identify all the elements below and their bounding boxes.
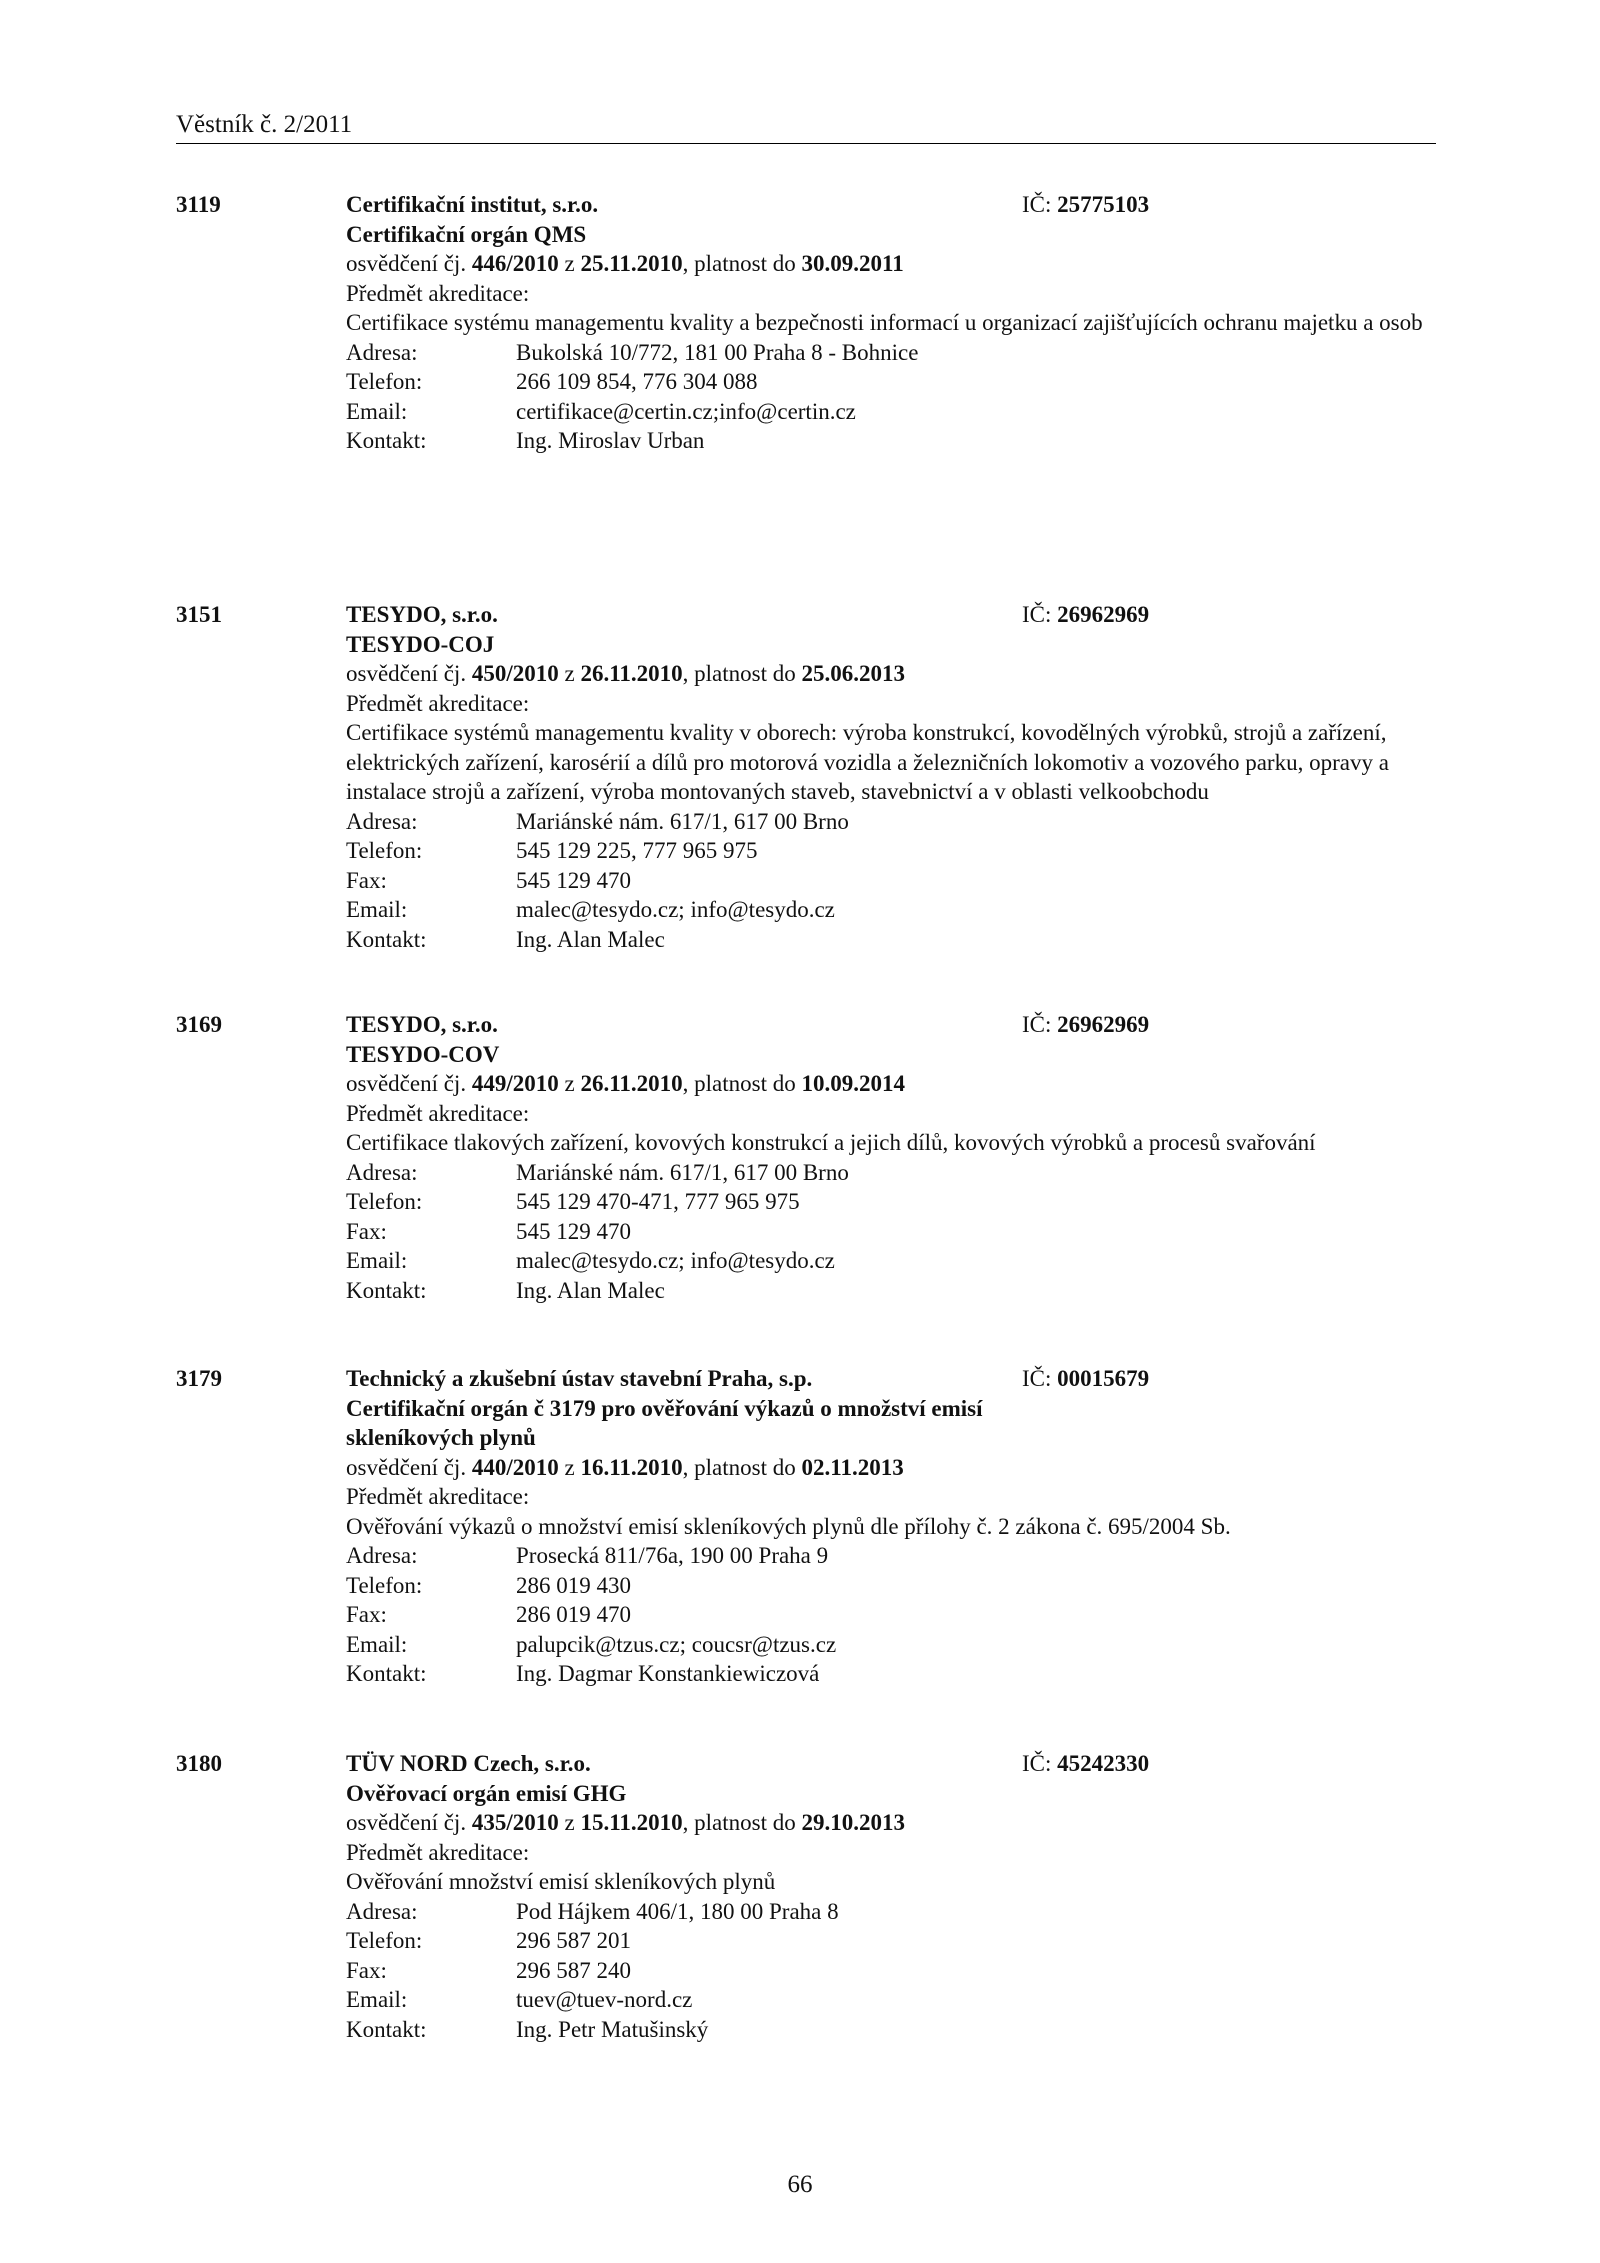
cert-label: osvědčení čj. — [346, 251, 467, 276]
field-value: 296 587 240 — [516, 1957, 631, 1983]
field-label: Telefon: — [346, 1189, 423, 1214]
date-from-label: z — [564, 661, 575, 686]
valid-to: 25.06.2013 — [801, 661, 906, 686]
cert-number: 450/2010 — [471, 661, 559, 686]
field-row — [346, 1158, 1436, 1188]
field-label: Fax: — [346, 1602, 387, 1627]
org-row — [346, 1749, 1436, 1779]
field-row — [346, 338, 1436, 368]
field-row — [346, 1956, 1436, 1986]
field-row — [346, 1571, 1436, 1601]
date-from-label: z — [564, 1071, 575, 1096]
field-value: Mariánské nám. 617/1, 617 00 Brno — [516, 808, 849, 834]
org-unit: Ověřovací orgán emisí GHG — [346, 1780, 627, 1806]
ico-value: 26962969 — [1057, 1012, 1150, 1037]
field-label: Kontakt: — [346, 2016, 427, 2042]
field-value: Ing. Miroslav Urban — [516, 428, 705, 453]
valid-label: , platnost do — [682, 1810, 796, 1835]
date-from: 16.11.2010 — [580, 1454, 683, 1480]
field-row — [346, 866, 1436, 896]
field-row — [346, 2015, 1436, 2045]
field-value: 545 129 225, 777 965 975 — [516, 838, 758, 863]
field-label: Telefon: — [346, 838, 423, 863]
subject-label: Předmět akreditace: — [346, 1484, 530, 1509]
valid-label: , platnost do — [682, 1454, 796, 1480]
field-value: palupcik@tzus.cz; coucsr@tzus.cz — [516, 1631, 837, 1657]
date-from: 26.11.2010 — [580, 1071, 683, 1096]
entry-number: 3180 — [176, 1751, 222, 1776]
date-from: 15.11.2010 — [580, 1810, 683, 1835]
entry — [176, 1010, 1436, 1364]
date-from: 25.11.2010 — [580, 251, 683, 276]
field-row — [346, 1187, 1436, 1217]
cert-label: osvědčení čj. — [346, 1071, 467, 1096]
field-value: Pod Hájkem 406/1, 180 00 Praha 8 — [516, 1898, 839, 1924]
field-row — [346, 925, 1436, 955]
field-row — [346, 1897, 1436, 1927]
ico-value: 00015679 — [1057, 1366, 1150, 1391]
field-label: Adresa: — [346, 1543, 418, 1568]
entry-body — [346, 1010, 1436, 1305]
ico-value: 45242330 — [1057, 1751, 1150, 1776]
ico — [1022, 600, 1149, 630]
field-label: Adresa: — [346, 808, 418, 834]
entry — [176, 1749, 1436, 2069]
entry-number: 3119 — [176, 192, 221, 217]
subject-text: Ověřování výkazů o množství emisí skleníkových plynů dle přílohy č. 2 zákona č. 695/2004 Sb. — [346, 1513, 1231, 1539]
field-value: Prosecká 811/76a, 190 00 Praha 9 — [516, 1543, 829, 1568]
field-row — [346, 895, 1436, 925]
certificate-line — [346, 1808, 1436, 1838]
subject-label: Předmět akreditace: — [346, 690, 530, 716]
valid-label: , platnost do — [682, 661, 796, 686]
org-unit: TESYDO-COV — [346, 1041, 500, 1067]
field-value: Ing. Dagmar Konstankiewiczová — [516, 1661, 820, 1686]
subject-label: Předmět akreditace: — [346, 1839, 530, 1865]
field-label: Kontakt: — [346, 926, 427, 952]
field-value: certifikace@certin.cz;info@certin.cz — [516, 398, 856, 424]
org-unit: Certifikační orgán č 3179 pro ověřování výkazů o množství emisí skleníkových plynů — [346, 1395, 983, 1450]
field-row — [346, 1600, 1436, 1630]
entries-list — [176, 190, 1436, 2069]
field-row — [346, 1217, 1436, 1247]
org-name: TESYDO, s.r.o. — [346, 602, 498, 627]
field-value: 286 019 470 — [516, 1602, 631, 1627]
entry-body — [346, 1364, 1436, 1689]
date-from-label: z — [564, 1810, 575, 1835]
org-row — [346, 1364, 1436, 1394]
org-name: Certifikační institut, s.r.o. — [346, 192, 599, 217]
org-unit: Certifikační orgán QMS — [346, 221, 587, 247]
org-name: TESYDO, s.r.o. — [346, 1012, 498, 1037]
field-label: Email: — [346, 1248, 408, 1273]
entry — [176, 190, 1436, 600]
field-value: Bukolská 10/772, 181 00 Praha 8 - Bohnice — [516, 339, 919, 365]
field-value: malec@tesydo.cz; info@tesydo.cz — [516, 1248, 835, 1273]
entry-body — [346, 1749, 1436, 2044]
field-value: 545 129 470 — [516, 867, 631, 893]
field-label: Kontakt: — [346, 1277, 427, 1303]
field-value: 296 587 201 — [516, 1928, 631, 1953]
valid-to: 10.09.2014 — [801, 1071, 906, 1096]
org-row — [346, 600, 1436, 630]
org-name: Technický a zkušební ústav stavební Praha, s.p. — [346, 1366, 813, 1391]
field-row — [346, 1541, 1436, 1571]
cert-number: 435/2010 — [471, 1810, 559, 1835]
field-value: Ing. Alan Malec — [516, 926, 665, 952]
field-value: Mariánské nám. 617/1, 617 00 Brno — [516, 1159, 849, 1185]
date-from-label: z — [564, 1454, 575, 1480]
org-row — [346, 190, 1436, 220]
field-label: Telefon: — [346, 1928, 423, 1953]
date-from-label: z — [564, 251, 575, 276]
field-row — [346, 1276, 1436, 1306]
valid-label: , platnost do — [682, 1071, 796, 1096]
field-label: Email: — [346, 398, 408, 424]
date-from: 26.11.2010 — [580, 661, 683, 686]
subject-label: Předmět akreditace: — [346, 1100, 530, 1126]
ico-label: IČ: — [1022, 1751, 1052, 1776]
entry — [176, 1364, 1436, 1749]
field-label: Telefon: — [346, 1572, 423, 1598]
certificate-line — [346, 1453, 1436, 1483]
valid-to: 30.09.2011 — [801, 251, 904, 276]
field-row — [346, 1659, 1436, 1689]
ico-value: 26962969 — [1057, 602, 1150, 627]
page-number: 66 — [787, 2171, 813, 2198]
org-name: TÜV NORD Czech, s.r.o. — [346, 1751, 591, 1776]
ico — [1022, 1749, 1149, 1779]
entry — [176, 600, 1436, 1010]
subject-text: Certifikace systému managementu kvality a bezpečnosti informací u organizací zajišťujících ochranu majetku a osob — [346, 310, 1423, 335]
entry-body — [346, 600, 1436, 954]
field-row — [346, 807, 1436, 837]
field-value: malec@tesydo.cz; info@tesydo.cz — [516, 897, 835, 922]
subject-label: Předmět akreditace: — [346, 280, 530, 306]
field-label: Email: — [346, 897, 408, 922]
field-value: Ing. Petr Matušinský — [516, 2016, 709, 2042]
field-row — [346, 1246, 1436, 1276]
ico-label: IČ: — [1022, 1012, 1052, 1037]
ico — [1022, 190, 1149, 220]
cert-number: 446/2010 — [471, 251, 559, 276]
field-label: Telefon: — [346, 369, 423, 394]
cert-number: 440/2010 — [471, 1454, 559, 1480]
field-label: Adresa: — [346, 1898, 418, 1924]
field-label: Adresa: — [346, 1159, 418, 1185]
certificate-line — [346, 1069, 1436, 1099]
field-label: Kontakt: — [346, 1661, 427, 1686]
field-row — [346, 367, 1436, 397]
ico-label: IČ: — [1022, 192, 1052, 217]
ico-label: IČ: — [1022, 602, 1052, 627]
ico-value: 25775103 — [1057, 192, 1150, 217]
field-value: 266 109 854, 776 304 088 — [516, 369, 758, 394]
field-row — [346, 836, 1436, 866]
journal-title: Věstník č. 2/2011 — [176, 111, 353, 138]
entry-body — [346, 190, 1436, 456]
field-label: Fax: — [346, 1218, 387, 1244]
subject-text: Ověřování množství emisí skleníkových plynů — [346, 1869, 776, 1894]
certificate-line — [346, 659, 1436, 689]
cert-label: osvědčení čj. — [346, 1810, 467, 1835]
cert-label: osvědčení čj. — [346, 661, 467, 686]
entry-number: 3169 — [176, 1012, 222, 1037]
field-label: Kontakt: — [346, 428, 427, 453]
entry-number: 3151 — [176, 602, 222, 627]
field-label: Fax: — [346, 1957, 387, 1983]
field-value: 545 129 470 — [516, 1218, 631, 1244]
cert-label: osvědčení čj. — [346, 1454, 467, 1480]
org-row — [346, 1010, 1436, 1040]
valid-to: 29.10.2013 — [801, 1810, 906, 1835]
field-value: 286 019 430 — [516, 1572, 631, 1598]
ico-label: IČ: — [1022, 1366, 1052, 1391]
field-row — [346, 426, 1436, 456]
field-label: Fax: — [346, 867, 387, 893]
subject-text: Certifikace systémů managementu kvality v oborech: výroba konstrukcí, kovodělných výrobků, strojů a zařízení, elektrických zařízení, karosérií a dílů pro motorová vozidla a železničních lokomotiv a vozového parku, opravy a instalace strojů a zařízení, výroba montovaných staveb, stavebnictví a v oblasti velkoobchodu — [346, 720, 1389, 804]
subject-text: Certifikace tlakových zařízení, kovových konstrukcí a jejich dílů, kovových výrobků a procesů svařování — [346, 1130, 1316, 1155]
field-label: Adresa: — [346, 339, 418, 365]
field-value: tuev@tuev-nord.cz — [516, 1987, 693, 2012]
valid-label: , platnost do — [682, 251, 796, 276]
field-label: Email: — [346, 1987, 408, 2012]
field-row — [346, 1926, 1436, 1956]
cert-number: 449/2010 — [471, 1071, 559, 1096]
entry-number: 3179 — [176, 1366, 222, 1391]
org-unit: TESYDO-COJ — [346, 631, 495, 657]
valid-to: 02.11.2013 — [801, 1454, 904, 1480]
field-value: 545 129 470-471, 777 965 975 — [516, 1189, 800, 1214]
field-row — [346, 397, 1436, 427]
field-value: Ing. Alan Malec — [516, 1277, 665, 1303]
field-row — [346, 1985, 1436, 2015]
ico — [1022, 1010, 1149, 1040]
field-row — [346, 1630, 1436, 1660]
ico — [1022, 1364, 1149, 1394]
page-header — [176, 110, 1436, 144]
certificate-line — [346, 249, 1436, 279]
field-label: Email: — [346, 1631, 408, 1657]
